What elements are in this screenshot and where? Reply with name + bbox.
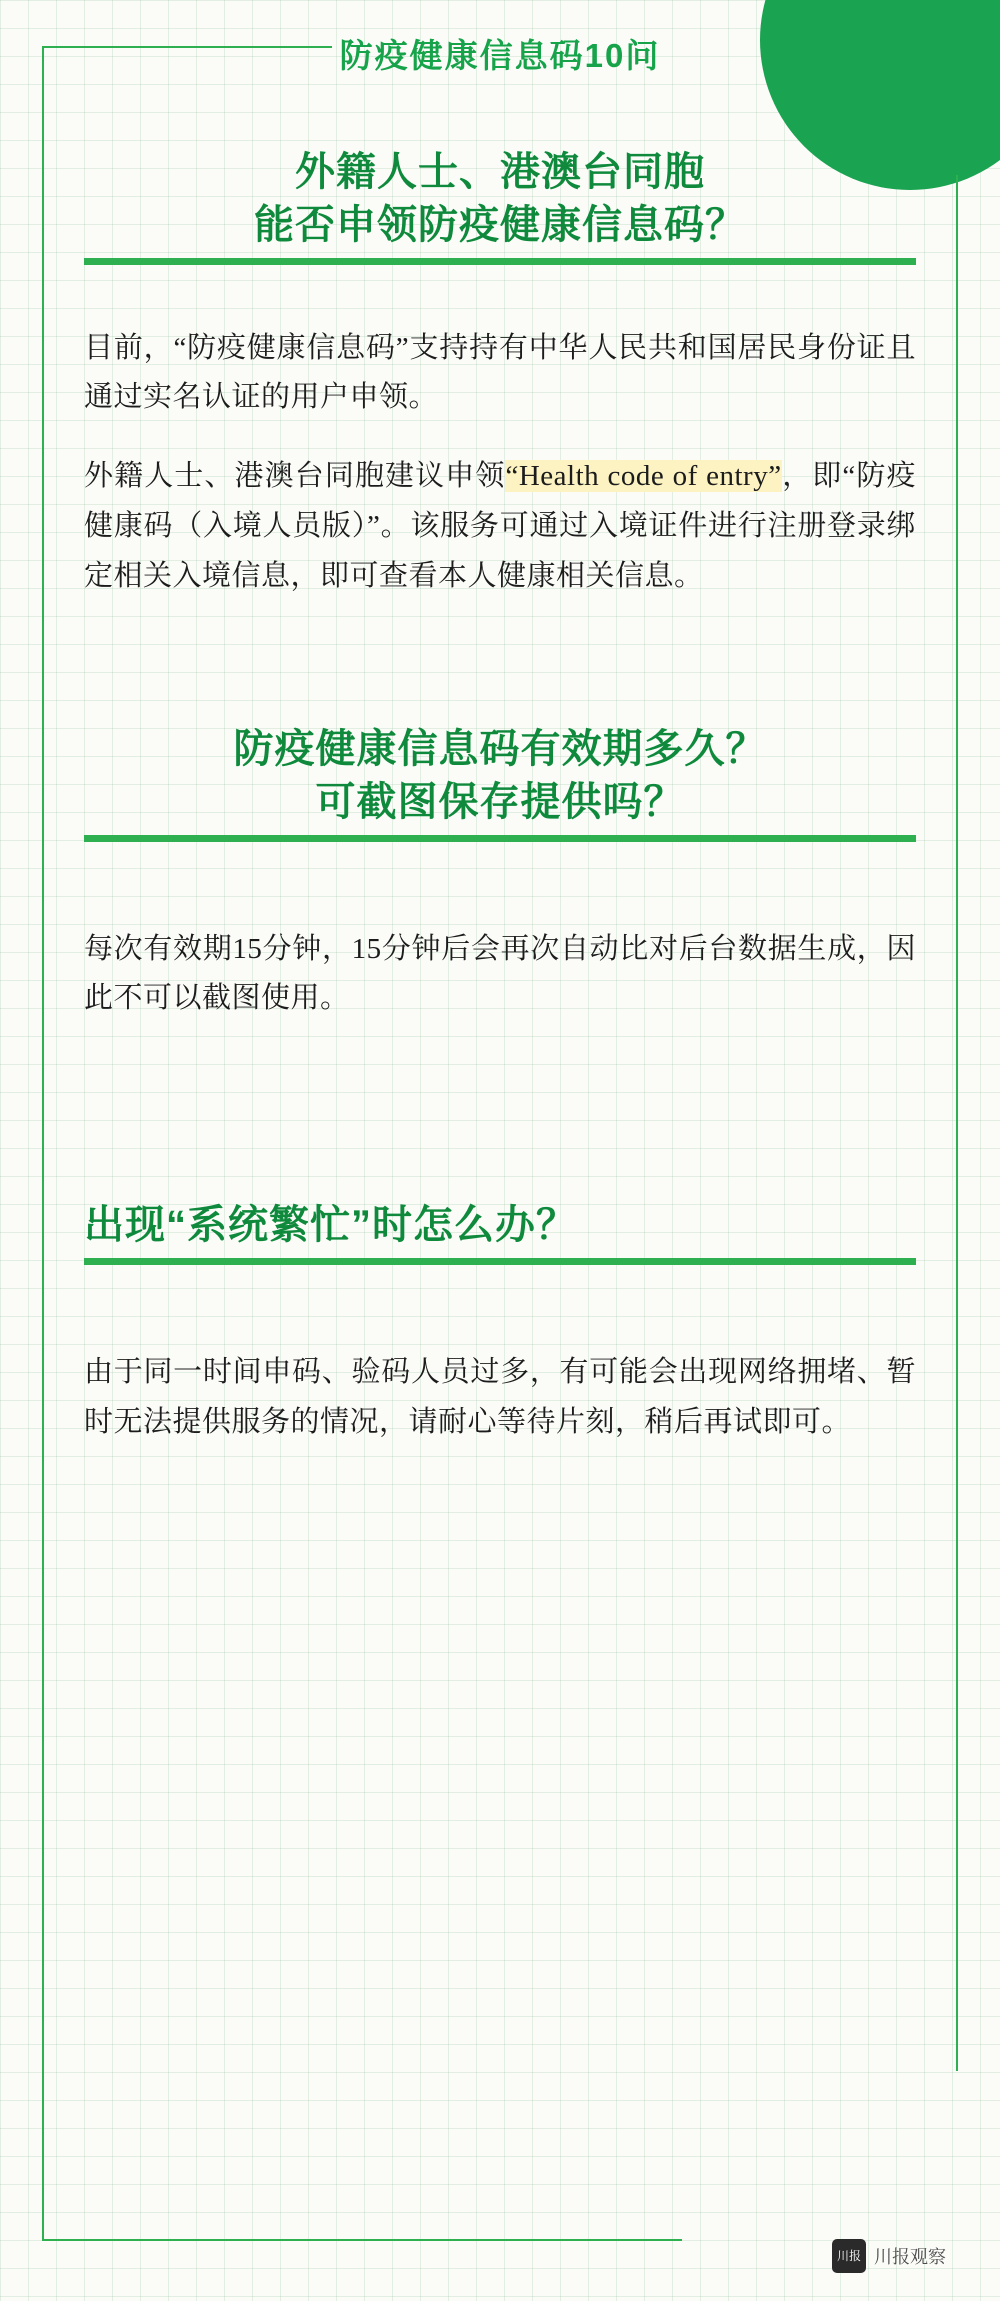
spacer: [84, 1265, 916, 1319]
highlighted-term: “Health code of entry”: [505, 460, 782, 493]
heading-underline: [84, 258, 916, 265]
spacer: [84, 1145, 916, 1199]
qa-section-3: [84, 1199, 916, 1448]
question-heading-1-line1: 外籍人士、港澳台同胞: [295, 150, 705, 194]
spacer: [84, 842, 916, 896]
question-heading-1: [84, 146, 916, 265]
heading-underline: [84, 835, 916, 842]
question-heading-2: [84, 723, 916, 842]
qa-section-2: [84, 723, 916, 1024]
qa-section-1: [84, 146, 916, 602]
publisher-logo-icon: 川报: [832, 2239, 866, 2273]
answer-paragraph-3-1: 由于同一时间申码、验码人员过多，有可能会出现网络拥堵、暂时无法提供服务的情况，请耐心等待片刻，稍后再试即可。: [84, 1356, 916, 1438]
heading-underline: [84, 1258, 916, 1265]
spacer: [84, 265, 916, 295]
answer-paragraph-2-1: 每次有效期15分钟，15分钟后会再次自动比对后台数据生成，因此不可以截图使用。: [84, 932, 916, 1015]
spacer: [84, 1053, 916, 1145]
answer-paragraph-1-2: 外籍人士、港澳台同胞建议申领“Health code of entry”，即“防疫健康码（入境人员版）”。该服务可通过入境证件进行注册登录绑定相关入境信息，即可查看本人健康相关信息。: [84, 460, 916, 593]
question-heading-3: [84, 1199, 916, 1265]
spacer: [84, 631, 916, 723]
question-heading-3-line1: 出现“系统繁忙”时怎么办？: [84, 1203, 577, 1248]
answer-paragraph-1-1: 目前，“防疫健康信息码”支持持有中华人民共和国居民身份证且通过实名认证的用户申领。: [84, 331, 916, 414]
frame-bottom-line: [42, 2239, 682, 2241]
page-title: 防疫健康信息码10问: [339, 37, 661, 74]
question-heading-1-line2: 能否申领防疫健康信息码？: [254, 202, 746, 247]
question-heading-2-line1: 防疫健康信息码有效期多久？: [233, 726, 767, 771]
publisher-name: 川报观察: [874, 2247, 946, 2267]
footer-credit: [832, 2239, 946, 2273]
question-heading-2-line2: 可截图保存提供吗？: [315, 779, 685, 824]
spacer: [84, 0, 916, 92]
spacer: [84, 92, 916, 146]
